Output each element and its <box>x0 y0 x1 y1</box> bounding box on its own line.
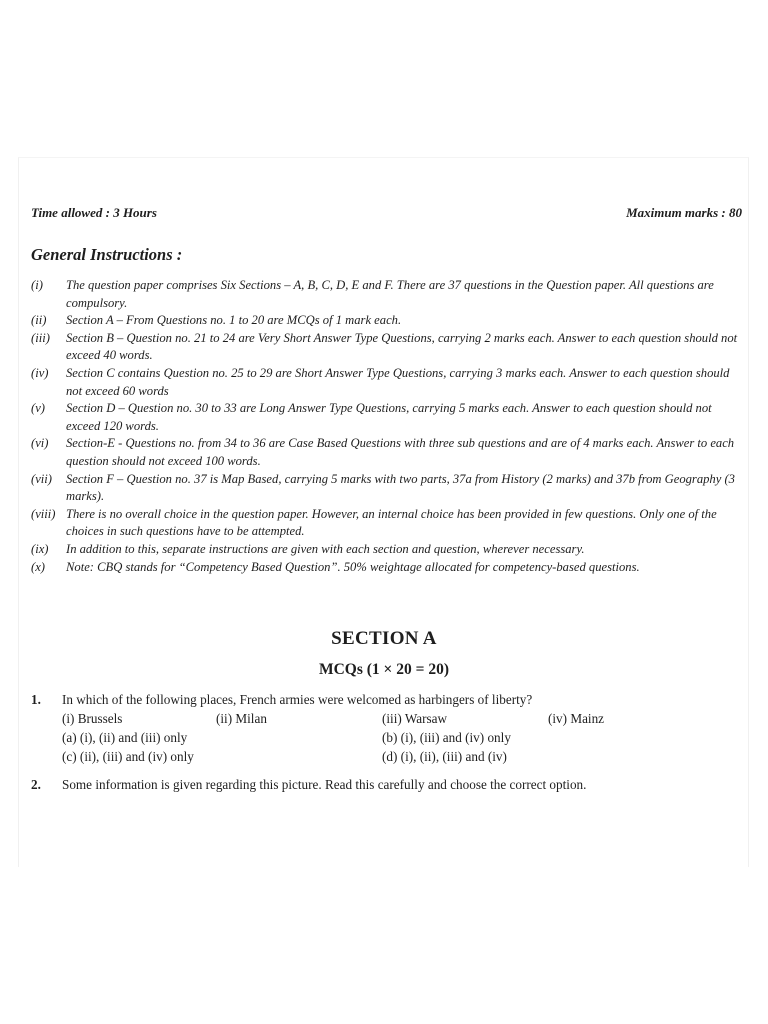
instruction-number: (vii) <box>31 471 52 486</box>
instruction-text: Section F – Question no. 37 is Map Based, carrying 5 marks with two parts, 37a from History (2 marks) and 37b from Geography (3 marks). <box>66 471 735 504</box>
answer-options-row <box>31 728 745 747</box>
instruction-number: (vi) <box>31 436 49 451</box>
instruction-text: In addition to this, separate instructions are given with each section and question, wherever necessary. <box>66 541 585 556</box>
instruction-text: Section B – Question no. 21 to 24 are Very Short Answer Type Questions, carrying 2 marks each. Answer to each question should not exceed 40 words. <box>66 330 738 363</box>
time-allowed: Time allowed : 3 Hours <box>31 205 157 220</box>
instruction-item <box>31 330 745 365</box>
answer-option-a[interactable]: (a) (i), (ii) and (iii) only <box>62 730 188 745</box>
section-subtitle: MCQs (1 × 20 = 20) <box>318 661 450 678</box>
maximum-marks: Maximum marks : 80 <box>626 205 742 220</box>
paper-header <box>31 205 742 221</box>
instruction-text: The question paper comprises Six Sections – A, B, C, D, E and F. There are 37 questions in the Question paper. All questions are compulsory. <box>66 278 714 310</box>
general-instructions-heading: General Instructions : <box>31 245 183 264</box>
answer-option-b[interactable]: (b) (i), (iii) and (iv) only <box>382 730 511 745</box>
instruction-item <box>31 471 745 506</box>
instruction-item <box>31 400 745 435</box>
instruction-number: (i) <box>31 278 43 292</box>
question-text: Some information is given regarding this picture. Read this carefully and choose the correct option. <box>62 777 587 792</box>
instructions-list <box>31 277 745 576</box>
question-item: (i) Brussels <box>62 711 123 726</box>
question-number: 2. <box>31 777 41 792</box>
instruction-number: (x) <box>31 559 45 574</box>
instruction-item <box>31 506 745 541</box>
instruction-text: Section A – From Questions no. 1 to 20 are MCQs of 1 mark each. <box>66 313 402 328</box>
question-item: (iii) Warsaw <box>382 711 447 726</box>
instruction-text: Section D – Question no. 30 to 33 are Long Answer Type Questions, carrying 5 marks each. Answer to each question should not exceed 120 words. <box>66 401 712 433</box>
section-title: SECTION A <box>331 628 437 649</box>
answer-options-row <box>31 747 745 766</box>
instruction-text: Section-E - Questions no. from 34 to 36 are Case Based Questions with three sub questions and are of 4 marks each. Answer to each question should not exceed 100 words. <box>66 436 735 468</box>
instruction-number: (ix) <box>31 541 49 556</box>
instruction-text: There is no overall choice in the question paper. However, an internal choice has been provided in few questions. Only one of the choices in such questions have to be attempted. <box>66 506 717 539</box>
instruction-number: (iv) <box>31 365 49 380</box>
instruction-number: (v) <box>31 401 45 416</box>
question-number: 1. <box>31 692 41 707</box>
question-stem <box>31 775 745 794</box>
question-stem <box>31 690 745 709</box>
question-text: In which of the following places, French armies were welcomed as harbingers of liberty? <box>62 692 533 707</box>
instruction-item <box>31 541 745 559</box>
instruction-item <box>31 277 745 312</box>
question-1 <box>31 690 745 766</box>
instruction-number: (iii) <box>31 330 50 345</box>
question-item: (iv) Mainz <box>548 711 605 726</box>
instruction-item <box>31 312 745 330</box>
instruction-item <box>31 559 745 577</box>
instruction-item <box>31 365 745 400</box>
question-items-row <box>31 709 745 728</box>
question-item: (ii) Milan <box>216 711 267 726</box>
instruction-text: Note: CBQ stands for “Competency Based Question”. 50% weightage allocated for competency-based questions. <box>66 559 640 574</box>
instruction-number: (viii) <box>31 506 56 521</box>
answer-option-c[interactable]: (c) (ii), (iii) and (iv) only <box>62 749 194 764</box>
answer-option-d[interactable]: (d) (i), (ii), (iii) and (iv) <box>382 749 507 764</box>
instruction-number: (ii) <box>31 313 47 328</box>
question-2 <box>31 775 745 794</box>
instruction-item <box>31 435 745 470</box>
instruction-text: Section C contains Question no. 25 to 29 are Short Answer Type Questions, carrying 3 marks each. Answer to each question should not exceed 60 words <box>66 365 730 398</box>
